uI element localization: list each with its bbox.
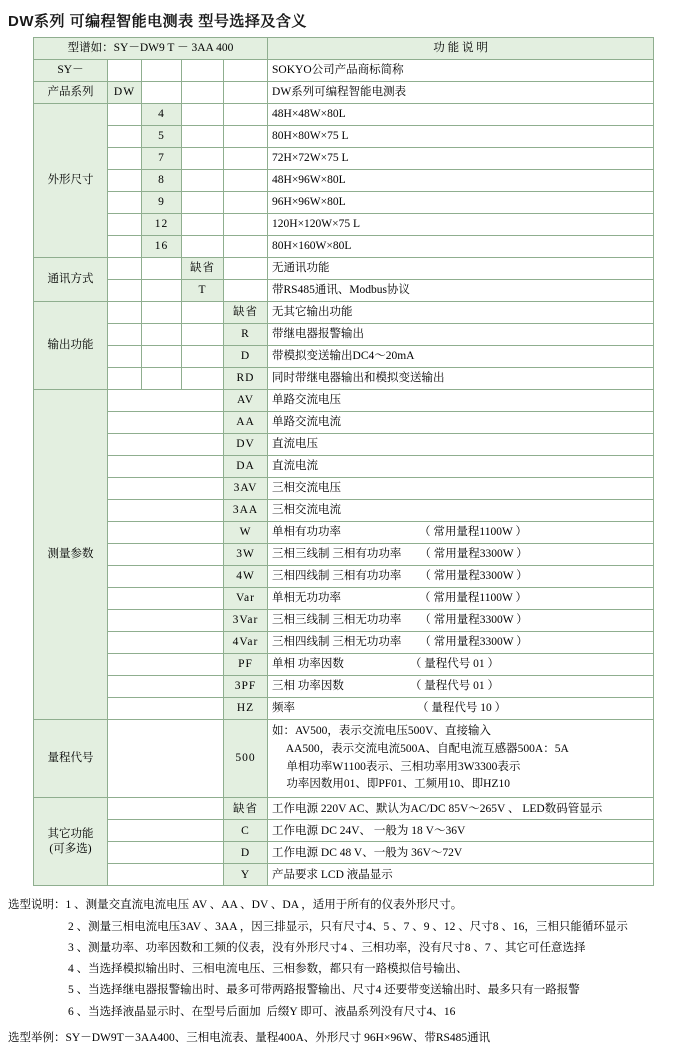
desc-text: 直流电流 xyxy=(272,460,319,473)
row-desc: 80H×80W×75 L xyxy=(268,126,654,148)
table-row xyxy=(34,500,654,522)
row-desc-range xyxy=(268,720,654,798)
row-desc: 无其它输出功能 xyxy=(268,302,654,324)
desc-note: （ 常用量程3300W ） xyxy=(419,570,528,583)
desc-text: 直流电压 xyxy=(272,438,319,451)
note-item: 3 、测量功率、功率因数和工频的仪表，没有外形尺寸4 、三相功率，没有尺寸8 、7 、其它可任意选择 xyxy=(68,941,586,954)
other-label-line2: (可多选) xyxy=(49,842,92,855)
code-cell-param: W xyxy=(224,522,268,544)
row-desc: 48H×48W×80L xyxy=(268,104,654,126)
row-desc xyxy=(268,478,654,500)
code-cell-output: R xyxy=(224,324,268,346)
table-row xyxy=(34,544,654,566)
code-cell-other: Y xyxy=(224,864,268,886)
code-cell xyxy=(108,798,224,820)
code-cell xyxy=(182,126,224,148)
code-cell-output: RD xyxy=(224,368,268,390)
row-desc xyxy=(268,434,654,456)
note-row xyxy=(8,895,685,916)
code-cell xyxy=(108,258,142,280)
range-line: 功率因数用01、即PF01、工频用10、即HZ10 xyxy=(272,778,511,791)
table-row xyxy=(34,842,654,864)
row-desc xyxy=(268,654,654,676)
table-row xyxy=(34,346,654,368)
desc-text: 三相三线制 三相有功功率 xyxy=(272,548,402,561)
row-desc: SOKYO公司产品商标简称 xyxy=(268,60,654,82)
desc-note: （ 常用量程3300W ） xyxy=(419,548,528,561)
code-cell xyxy=(108,566,224,588)
desc-text: 单路交流电压 xyxy=(272,394,342,407)
desc-text: 单相无功功率 xyxy=(272,592,342,605)
code-cell xyxy=(108,280,142,302)
code-cell xyxy=(224,170,268,192)
row-desc: 产品要求 LCD 液晶显示 xyxy=(268,864,654,886)
code-cell xyxy=(182,368,224,390)
row-label-range-code: 量程代号 xyxy=(34,720,108,798)
code-cell xyxy=(108,302,142,324)
range-line: 单相功率W1100表示、三相功率用3W3300表示 xyxy=(272,760,521,773)
table-row xyxy=(34,820,654,842)
code-cell-other: C xyxy=(224,820,268,842)
code-cell xyxy=(108,126,142,148)
desc-note: （ 常用量程3300W ） xyxy=(419,636,528,649)
row-desc xyxy=(268,698,654,720)
desc-text: 三相交流电压 xyxy=(272,482,342,495)
code-cell xyxy=(224,60,268,82)
row-label-brand: SY－ xyxy=(34,60,108,82)
code-cell xyxy=(142,82,182,104)
table-row xyxy=(34,148,654,170)
code-cell xyxy=(182,324,224,346)
other-label-line1: 其它功能 xyxy=(47,828,94,841)
note-item: 1 、测量交直流电流电压 AV 、AA 、DV 、DA ，适用于所有的仪表外形尺寸。 xyxy=(65,899,463,912)
code-cell-param: AA xyxy=(224,412,268,434)
model-selection-table xyxy=(33,37,654,886)
code-cell-param: AV xyxy=(224,390,268,412)
code-cell-comm: 缺省 xyxy=(182,258,224,280)
table-row xyxy=(34,720,654,798)
code-cell-size: 5 xyxy=(142,126,182,148)
row-desc: 72H×72W×75 L xyxy=(268,148,654,170)
code-cell-size: 9 xyxy=(142,192,182,214)
table-row xyxy=(34,588,654,610)
code-cell xyxy=(142,258,182,280)
header-model-spec: 型谱如：SY－DW9 T － 3AA 400 xyxy=(34,38,268,60)
code-cell xyxy=(108,842,224,864)
code-cell xyxy=(108,236,142,258)
note-row xyxy=(8,938,685,959)
row-desc: DW系列可编程智能电测表 xyxy=(268,82,654,104)
code-cell xyxy=(108,544,224,566)
code-cell-size: 16 xyxy=(142,236,182,258)
table-row xyxy=(34,214,654,236)
table-row xyxy=(34,698,654,720)
code-cell xyxy=(142,368,182,390)
table-row xyxy=(34,126,654,148)
code-cell xyxy=(224,126,268,148)
table-body xyxy=(34,38,654,886)
table-row xyxy=(34,324,654,346)
table-row xyxy=(34,434,654,456)
row-label-measure-params: 测量参数 xyxy=(34,390,108,720)
code-cell xyxy=(108,368,142,390)
code-cell xyxy=(182,82,224,104)
code-cell xyxy=(108,478,224,500)
selection-notes xyxy=(8,895,685,1023)
row-label-communication: 通讯方式 xyxy=(34,258,108,302)
note-row xyxy=(8,959,685,980)
code-cell-param: DV xyxy=(224,434,268,456)
table-row xyxy=(34,654,654,676)
row-desc: 带继电器报警输出 xyxy=(268,324,654,346)
code-cell xyxy=(142,346,182,368)
note-item: 4 、当选择模拟输出时、三相电流电压、三相参数，都只有一路模拟信号输出、 xyxy=(68,963,468,976)
row-label-series: 产品系列 xyxy=(34,82,108,104)
row-desc: 带RS485通讯、Modbus协议 xyxy=(268,280,654,302)
code-cell xyxy=(108,390,224,412)
code-cell-other: 缺省 xyxy=(224,798,268,820)
code-cell xyxy=(224,192,268,214)
desc-text: 三相三线制 三相无功功率 xyxy=(272,614,402,627)
code-cell-param: 3W xyxy=(224,544,268,566)
code-cell-size: 7 xyxy=(142,148,182,170)
code-cell xyxy=(224,104,268,126)
code-cell xyxy=(224,236,268,258)
code-cell xyxy=(182,104,224,126)
code-cell-range: 500 xyxy=(224,720,268,798)
table-row xyxy=(34,478,654,500)
table-row xyxy=(34,456,654,478)
row-desc xyxy=(268,412,654,434)
desc-text: 三相四线制 三相有功功率 xyxy=(272,570,402,583)
code-cell-param: Var xyxy=(224,588,268,610)
code-cell-param: 3AA xyxy=(224,500,268,522)
code-cell-param: 4Var xyxy=(224,632,268,654)
table-row xyxy=(34,390,654,412)
range-line: AA500，表示交流电流500A、自配电流互感器500A：5A xyxy=(272,742,569,755)
code-cell xyxy=(142,60,182,82)
code-cell xyxy=(108,434,224,456)
code-cell xyxy=(108,610,224,632)
row-desc xyxy=(268,566,654,588)
code-cell-other: D xyxy=(224,842,268,864)
row-label-other-functions xyxy=(34,798,108,886)
desc-note: （ 量程代号 01 ） xyxy=(409,680,500,693)
table-row xyxy=(34,170,654,192)
code-cell-size: 12 xyxy=(142,214,182,236)
code-cell xyxy=(142,324,182,346)
row-label-output: 输出功能 xyxy=(34,302,108,390)
code-cell-size: 4 xyxy=(142,104,182,126)
note-item: 5 、当选择继电器报警输出时、最多可带两路报警输出、尺寸4 还要带变送输出时、最多只有一路报警 xyxy=(68,984,580,997)
row-desc xyxy=(268,522,654,544)
table-row xyxy=(34,368,654,390)
desc-text: 三相四线制 三相无功功率 xyxy=(272,636,402,649)
code-cell xyxy=(182,214,224,236)
code-cell xyxy=(108,720,224,798)
row-desc: 同时带继电器输出和模拟变送输出 xyxy=(268,368,654,390)
selection-example xyxy=(8,1029,685,1045)
code-cell xyxy=(142,280,182,302)
code-cell xyxy=(224,214,268,236)
code-cell xyxy=(108,346,142,368)
notes-heading: 选型说明： xyxy=(8,899,66,912)
row-label-dimensions: 外形尺寸 xyxy=(34,104,108,258)
code-cell xyxy=(224,280,268,302)
code-cell xyxy=(108,500,224,522)
code-cell xyxy=(108,864,224,886)
desc-note: （ 常用量程3300W ） xyxy=(419,614,528,627)
row-desc xyxy=(268,456,654,478)
code-cell xyxy=(108,632,224,654)
table-row xyxy=(34,610,654,632)
row-desc xyxy=(268,676,654,698)
range-line: 如：AV500，表示交流电压500V、直接输入 xyxy=(272,725,491,737)
code-cell xyxy=(182,192,224,214)
table-row xyxy=(34,192,654,214)
row-desc: 80H×160W×80L xyxy=(268,236,654,258)
code-cell xyxy=(108,654,224,676)
code-cell xyxy=(224,148,268,170)
desc-text: 单相有功功率 xyxy=(272,526,342,539)
example-heading: 选型举例： xyxy=(8,1031,66,1044)
code-cell xyxy=(108,170,142,192)
desc-text: 频率 xyxy=(272,702,296,715)
code-cell xyxy=(108,412,224,434)
desc-text: 单路交流电流 xyxy=(272,416,342,429)
table-row xyxy=(34,82,654,104)
desc-text: 单相 功率因数 xyxy=(272,658,344,671)
table-row xyxy=(34,280,654,302)
row-desc xyxy=(268,544,654,566)
row-desc: 96H×96W×80L xyxy=(268,192,654,214)
note-item: 6 、当选择液晶显示时、在型号后面加 后缀Y 即可、液晶系列没有尺寸4、16 xyxy=(68,1005,456,1018)
table-row xyxy=(34,258,654,280)
code-cell-param: HZ xyxy=(224,698,268,720)
code-cell xyxy=(182,148,224,170)
note-row xyxy=(8,980,685,1001)
code-cell-comm: T xyxy=(182,280,224,302)
code-cell-param: DA xyxy=(224,456,268,478)
code-cell xyxy=(182,170,224,192)
table-row xyxy=(34,632,654,654)
row-desc xyxy=(268,632,654,654)
code-cell-param: 3PF xyxy=(224,676,268,698)
code-cell xyxy=(224,258,268,280)
code-cell-param: 3AV xyxy=(224,478,268,500)
table-row xyxy=(34,864,654,886)
row-desc xyxy=(268,610,654,632)
table-row xyxy=(34,798,654,820)
desc-note: （ 量程代号 10 ） xyxy=(417,702,507,715)
code-cell xyxy=(142,302,182,324)
code-cell-param: 3Var xyxy=(224,610,268,632)
desc-note: （ 常用量程1100W ） xyxy=(419,526,527,539)
page-title: DW系列 可编程智能电测表 型号选择及含义 xyxy=(8,13,307,30)
code-cell xyxy=(108,456,224,478)
row-desc: 带模拟变送输出DC4～20mA xyxy=(268,346,654,368)
code-cell xyxy=(182,236,224,258)
example-text: SY－DW9T－3AA400、三相电流表、量程400A、外形尺寸 96H×96W、带RS485通讯 xyxy=(65,1031,491,1044)
code-cell-output: D xyxy=(224,346,268,368)
code-cell xyxy=(224,82,268,104)
code-cell-output: 缺省 xyxy=(224,302,268,324)
table-row xyxy=(34,104,654,126)
code-cell xyxy=(182,346,224,368)
code-cell xyxy=(108,148,142,170)
code-cell xyxy=(108,324,142,346)
code-cell xyxy=(108,522,224,544)
row-desc xyxy=(268,500,654,522)
table-row xyxy=(34,412,654,434)
table-row xyxy=(34,60,654,82)
note-item: 2 、测量三相电流电压3AV 、3AA ，因三排显示，只有尺寸4、5 、7 、9 、12 、尺寸8 、16，三相只能循环显示 xyxy=(68,920,628,933)
code-cell xyxy=(108,192,142,214)
table-row xyxy=(34,302,654,324)
code-cell xyxy=(108,820,224,842)
desc-note: （ 量程代号 01 ） xyxy=(409,658,500,671)
row-desc xyxy=(268,390,654,412)
row-desc: 工作电源 DC 24V、 一般为 18 V～36V xyxy=(268,820,654,842)
code-cell xyxy=(108,588,224,610)
row-desc xyxy=(268,588,654,610)
code-cell xyxy=(108,60,142,82)
desc-text: 三相交流电流 xyxy=(272,504,342,517)
header-function-desc: 功 能 说 明 xyxy=(268,38,654,60)
row-desc: 48H×96W×80L xyxy=(268,170,654,192)
row-desc: 无通讯功能 xyxy=(268,258,654,280)
code-cell-dw: DW xyxy=(108,82,142,104)
code-cell-param: PF xyxy=(224,654,268,676)
code-cell xyxy=(108,104,142,126)
row-desc: 工作电源 220V AC、默认为AC/DC 85V～265V 、 LED数码管显示 xyxy=(268,798,654,820)
code-cell xyxy=(108,698,224,720)
row-desc: 工作电源 DC 48 V、一般为 36V～72V xyxy=(268,842,654,864)
code-cell xyxy=(108,676,224,698)
desc-note: （ 常用量程1100W ） xyxy=(419,592,527,605)
table-header-row xyxy=(34,38,654,60)
desc-text: 三相 功率因数 xyxy=(272,680,344,693)
code-cell-param: 4W xyxy=(224,566,268,588)
table-row xyxy=(34,676,654,698)
note-row xyxy=(8,1002,685,1023)
table-row xyxy=(34,236,654,258)
code-cell xyxy=(182,302,224,324)
code-cell xyxy=(108,214,142,236)
code-cell xyxy=(182,60,224,82)
code-cell-size: 8 xyxy=(142,170,182,192)
table-row xyxy=(34,566,654,588)
row-desc: 120H×120W×75 L xyxy=(268,214,654,236)
table-row xyxy=(34,522,654,544)
